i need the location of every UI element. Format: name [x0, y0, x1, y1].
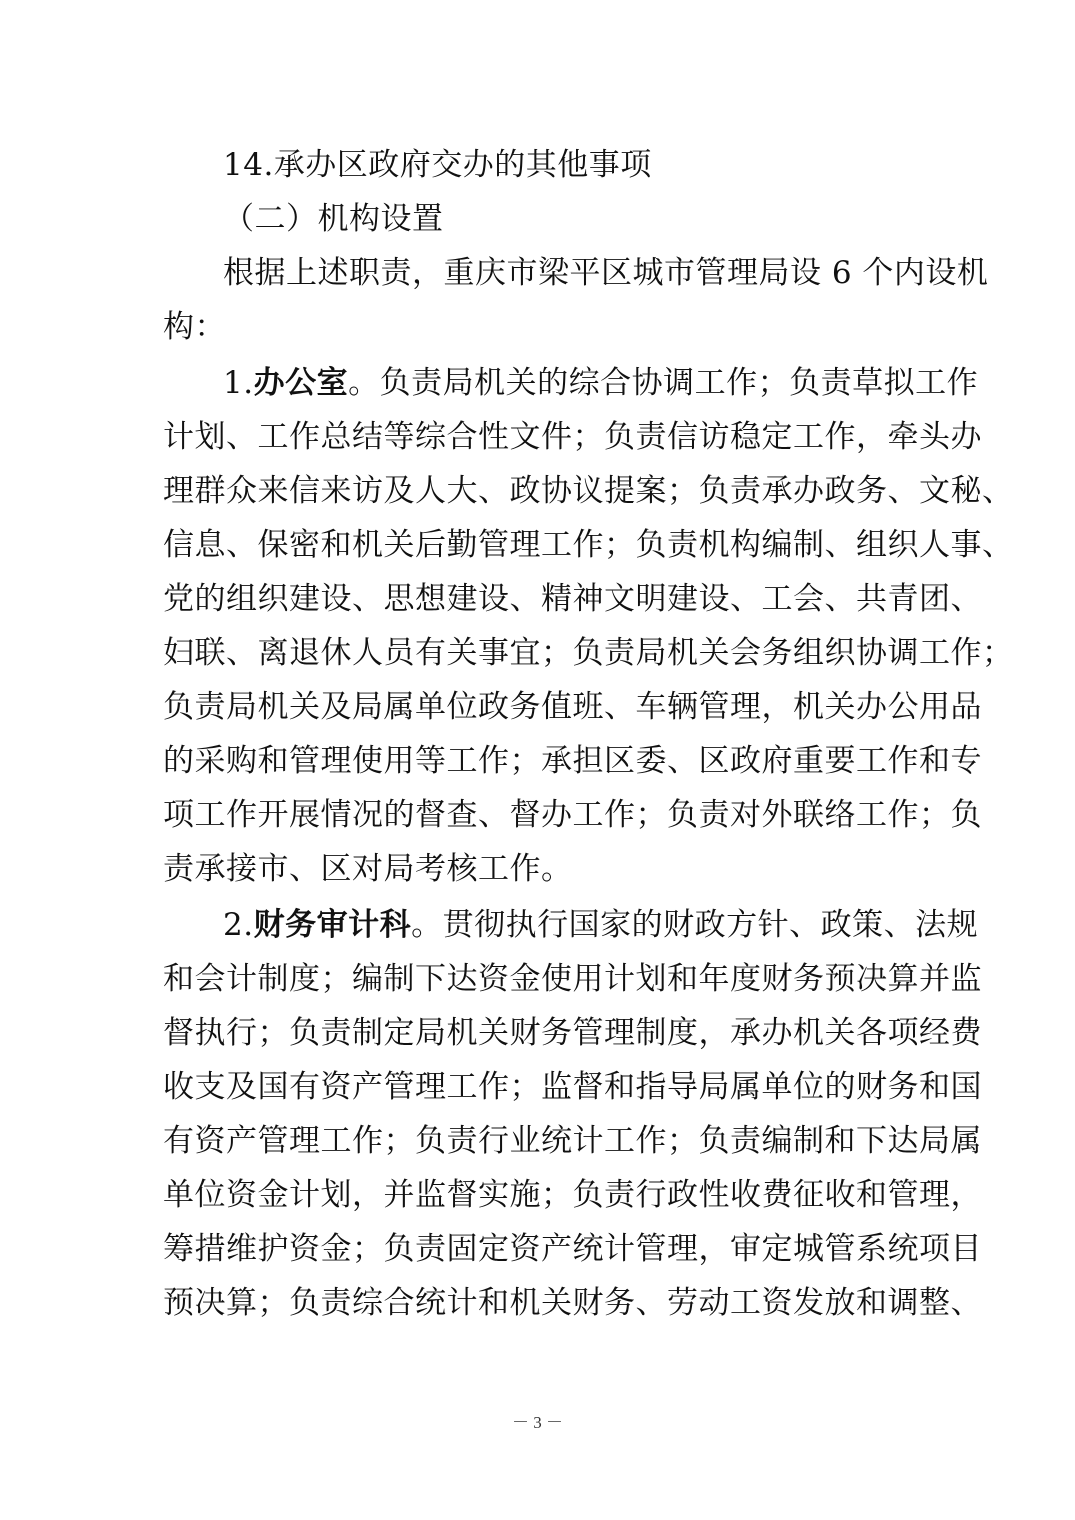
intro-line-1: 根据上述职责，重庆市梁平区城市管理局设 6 个内设机: [223, 255, 989, 291]
intro-line-2: 构：: [163, 309, 226, 345]
finance-line-3: 督执行；负责制定局机关财务管理制度，承办机关各项经费: [163, 1015, 982, 1051]
finance-paragraph-first-line: [163, 898, 979, 952]
item-14: 14.承办区政府交办的其他事项: [223, 147, 652, 183]
finance-line-6: 单位资金计划，并监督实施；负责行政性收费征收和管理，: [163, 1177, 982, 1213]
finance-line-4: 收支及国有资产管理工作；监督和指导局属单位的财务和国: [163, 1069, 982, 1105]
finance-line-5: 有资产管理工作；负责行业统计工作；负责编制和下达局属: [163, 1123, 982, 1159]
office-line-6: 妇联、离退休人员有关事宜；负责局机关会务组织协调工作；: [163, 635, 1014, 671]
office-line-1: 。负责局机关的综合协调工作；负责草拟工作: [348, 365, 979, 401]
office-line-3: 理群众来信来访及人大、政协议提案；负责承办政务、文秘、: [163, 473, 1014, 509]
finance-line-1: 。贯彻执行国家的财政方针、政策、法规: [411, 907, 979, 943]
page-number: － 3 －: [512, 1413, 563, 1432]
section-heading: （二）机构设置: [223, 201, 444, 237]
office-line-5: 党的组织建设、思想建设、精神文明建设、工会、共青团、: [163, 581, 982, 617]
office-number: 1.: [223, 365, 254, 401]
office-paragraph-first-line: [163, 356, 979, 410]
office-line-4: 信息、保密和机关后勤管理工作；负责机构编制、组织人事、: [163, 527, 1014, 563]
document-body: [163, 138, 1014, 1330]
office-line-7: 负责局机关及局属单位政务值班、车辆管理，机关办公用品: [163, 689, 982, 725]
office-title: 办公室: [253, 365, 349, 401]
office-line-8: 的采购和管理使用等工作；承担区委、区政府重要工作和专: [163, 743, 982, 779]
office-line-9: 项工作开展情况的督查、督办工作；负责对外联络工作；负: [163, 797, 982, 833]
office-line-2: 计划、工作总结等综合性文件；负责信访稳定工作，牵头办: [163, 419, 982, 455]
finance-title: 财务审计科: [253, 907, 412, 943]
finance-line-8: 预决算；负责综合统计和机关财务、劳动工资发放和调整、: [163, 1285, 982, 1321]
finance-number: 2.: [223, 907, 254, 943]
finance-line-7: 筹措维护资金；负责固定资产统计管理，审定城管系统项目: [163, 1231, 982, 1267]
finance-line-2: 和会计制度；编制下达资金使用计划和年度财务预决算并监: [163, 961, 982, 997]
office-line-10: 责承接市、区对局考核工作。: [163, 851, 573, 887]
